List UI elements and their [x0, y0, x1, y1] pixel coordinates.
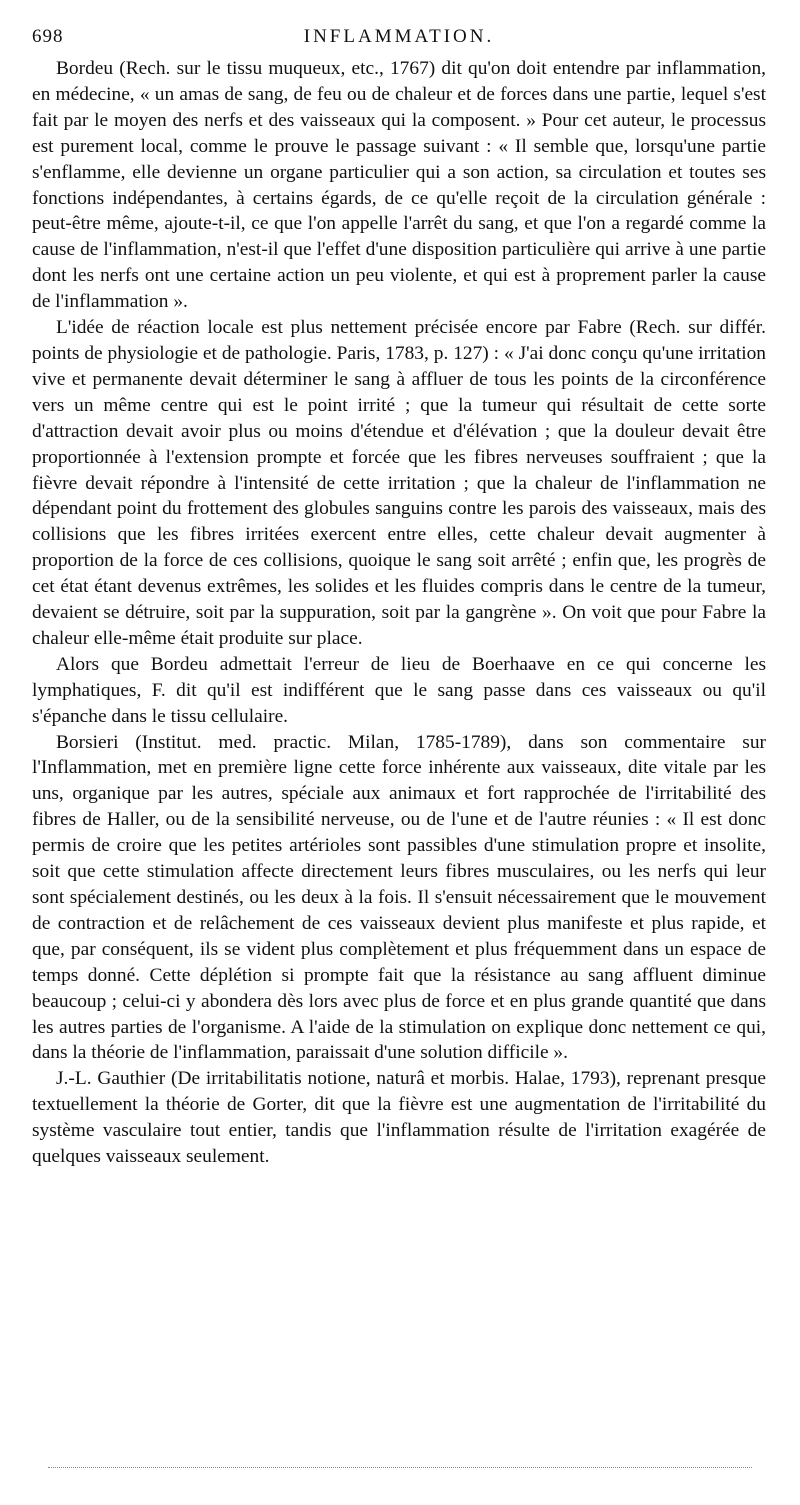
footer-divider [48, 1467, 752, 1468]
page-number: 698 [32, 26, 64, 47]
document-page [32, 26, 766, 1170]
running-title: INFLAMMATION. [303, 26, 495, 47]
paragraph-borsieri: Borsieri (Institut. med. practic. Milan, 1785-1789), dans son commentaire sur l'Inflammation, met en première ligne cette force inhérente aux vaisseaux, dite vitale par les uns, organique par les autres, spéciale aux animaux et fort rapprochée de l'irritabilité des fibres de Haller, ou de la sensibilité nerveuse, ou de l'une et de l'autre réunies : « Il est donc permis de croire que les petites artérioles sont passibles d'une stimulation propre et insolite, soit que cette stimulation affecte directement leurs fibres musculaires, ou les nerfs qui leur sont spécialement destinés, ou les deux à la fois. Il s'ensuit nécessairement que le mouvement de contraction et de relâchement de ces vaisseaux devient plus manifeste et plus rapide, et que, par conséquent, ils se vident plus complètement et plus fréquemment dans un espace de temps donné. Cette déplétion si prompte fait que la résistance au sang affluent diminue beaucoup ; celui-ci y abondera dès lors avec plus de force et en plus grande quantité que dans les autres parties de l'organisme. A l'aide de la stimulation on explique donc nettement ce qui, dans la théorie de l'inflammation, paraissait d'une solution difficile ». [32, 731, 766, 1064]
page-header [32, 26, 766, 56]
paragraph-gauthier: J.-L. Gauthier (De irritabilitatis notione, naturâ et morbis. Halae, 1793), reprenant presque textuellement la théorie de Gorter, dit que la fièvre est une augmentation de l'irritabilité du système vasculaire tout entier, tandis que l'inflammation résulte de l'irritation exagérée de quelques vaisseaux seulement. [32, 1068, 766, 1168]
paragraph-boerhaave: Alors que Bordeu admettait l'erreur de lieu de Boerhaave en ce qui concerne les lymphatiques, F. dit qu'il est indifférent que le sang passe dans ces vaisseaux ou qu'il s'épanche dans le tissu cellulaire. [32, 653, 766, 727]
paragraph-fabre: L'idée de réaction locale est plus nettement précisée encore par Fabre (Rech. sur différ. points de physiologie et de pathologie. Paris, 1783, p. 127) : « J'ai donc conçu qu'une irritation vive et permanente devait déterminer le sang à affluer de tous les points de la circonférence vers un même centre qui est le point irrité ; que la tumeur qui résultait de cette sorte d'attraction devait avoir plus ou moins d'étendue et d'élévation ; que la douleur devait être proportionnée à l'extension prompte et forcée que les fibres nerveuses souffraient ; que la fièvre devait répondre à l'intensité de cette irritation ; que la chaleur de l'inflammation ne dépendant point du frottement des globules sanguins contre les parois des vaisseaux, mais des collisions que les fibres irritées exercent entre elles, cette chaleur devait augmenter à proportion de la force de ces collisions, quoique le sang soit arrêté ; enfin que, les progrès de cet état étant devenus extrêmes, les solides et les fluides compris dans le centre de la tumeur, devaient se détruire, soit par la suppuration, soit par la gangrène ». On voit que pour Fabre la chaleur elle-même était produite sur place. [32, 317, 766, 649]
paragraph-bordeu: Bordeu (Rech. sur le tissu muqueux, etc., 1767) dit qu'on doit entendre par inflammation, en médecine, « un amas de sang, de feu ou de chaleur et de forces dans une partie, lequel s'est fait par le moyen des nerfs et des vaisseaux qui la composent. » Pour cet auteur, le processus est purement local, comme le prouve le passage suivant : « Il semble que, lorsqu'une partie s'enflamme, elle devienne un organe particulier qui a son action, sa circulation et toutes ses fonctions indépendantes, à certains égards, de ce qu'elle reçoit de la circulation générale : peut-être même, ajoute-t-il, ce que l'on appelle l'arrêt du sang, et que l'on a regardé comme la cause de l'inflammation, n'est-il que l'effet d'une disposition particulière qui arrive à une partie dont les nerfs ont une certaine action un peu violente, et qui est à proprement parler la cause de l'inflammation ». [32, 58, 766, 313]
